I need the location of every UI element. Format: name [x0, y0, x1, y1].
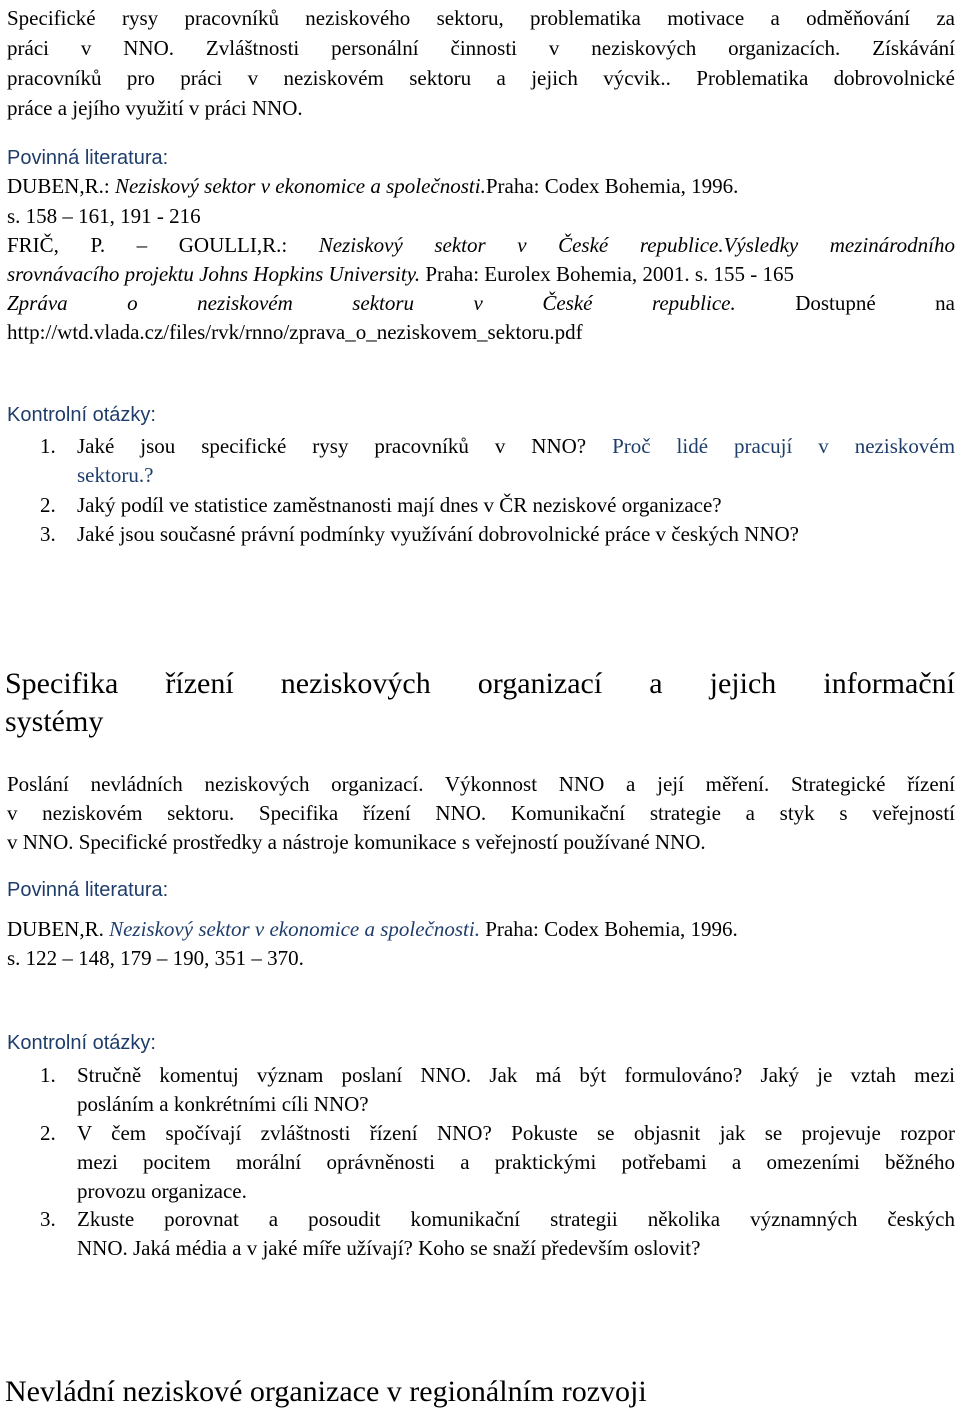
question-number: 2. — [40, 493, 56, 517]
question-part: Jaké jsou specifické rysy pracovníků v NNO? — [77, 434, 587, 458]
lit-title: Neziskový sektor v ekonomice a společnosti. — [103, 917, 480, 941]
section1-intro-line: Specifické rysy pracovníků neziskového sektoru, problematika motivace a odměňování za — [7, 6, 955, 30]
section2-title: Specifika řízení neziskových organizací a jejich informační — [5, 667, 955, 700]
question-text: Stručně komentuj význam poslaní NNO. Jak má být formulováno? Jaký je vztah mezi — [77, 1063, 955, 1087]
question-text: V čem spočívají zvláštnosti řízení NNO? Pokuste se objasnit jak se projevuje rozpor — [77, 1121, 955, 1145]
question-text — [77, 431, 955, 461]
section2-title: systémy — [5, 705, 104, 738]
lit-publisher: Praha: Codex Bohemia, 1996. — [479, 917, 738, 941]
lit-title: Neziskový sektor v České republice.Výsledky mezinárodního — [318, 233, 955, 257]
lit-availability: Dostupné na — [735, 291, 955, 315]
section1-questions-heading: Kontrolní otázky: — [7, 404, 156, 426]
question-text: NNO. Jaká média a v jaké míře užívají? Koho se snaží především oslovit? — [77, 1236, 701, 1260]
section1-literature-heading: Povinná literatura: — [7, 147, 169, 169]
question-text: Jaký podíl ve statistice zaměstnanosti mají dnes v ČR neziskové organizace? — [77, 493, 722, 517]
lit-publisher: Praha: Codex Bohemia, 1996. — [485, 174, 739, 198]
question-number: 3. — [40, 1207, 56, 1231]
question-text: Zkuste porovnat a posoudit komunikační strategii několika významných českých — [77, 1207, 955, 1231]
section1-literature-entry — [7, 259, 955, 289]
lit-author: DUBEN,R.: — [7, 174, 115, 198]
section2-intro-line: v NNO. Specifické prostředky a nástroje komunikace s veřejností používané NNO. — [7, 830, 706, 854]
section3-title: Nevládní neziskové organizace v regionálním rozvoji — [5, 1375, 647, 1408]
section2-literature-heading: Povinná literatura: — [7, 879, 169, 901]
lit-publisher: Praha: Eurolex Bohemia, 2001. s. 155 - 165 — [420, 262, 794, 286]
section1-literature-entry — [7, 171, 955, 201]
section1-literature-entry — [7, 230, 955, 260]
lit-title: srovnávacího projektu Johns Hopkins University. — [7, 262, 421, 286]
question-text: posláním a konkrétními cíli NNO? — [77, 1092, 369, 1116]
section1-intro-line: práci v NNO. Zvláštnosti personální činnosti v neziskových organizacích. Získávání — [7, 36, 955, 60]
section1-intro-line: práce a jejího využití v práci NNO. — [7, 96, 303, 120]
section1-literature-url: http://wtd.vlada.cz/files/rvk/rnno/zprava_o_neziskovem_sektoru.pdf — [7, 320, 583, 344]
section2-questions-heading: Kontrolní otázky: — [7, 1032, 156, 1054]
question-text: Jaké jsou současné právní podmínky využívání dobrovolnické práce v českých NNO? — [77, 522, 799, 546]
section1-literature-entry — [7, 288, 955, 318]
question-number: 2. — [40, 1121, 56, 1145]
question-part: Proč lidé pracují v neziskovém — [612, 434, 956, 458]
question-text: provozu organizace. — [77, 1179, 247, 1203]
section2-intro-line: v neziskovém sektoru. Specifika řízení NNO. Komunikační strategie a styk s veřejností — [7, 801, 955, 825]
section1-intro-line: pracovníků pro práci v neziskovém sektoru a jejich výcvik.. Problematika dobrovolnické — [7, 66, 955, 90]
question-text: mezi pocitem morální oprávněnosti a praktickými potřebami a omezeními běžného — [77, 1150, 955, 1174]
lit-title: Zpráva o neziskovém sektoru v České republice. — [7, 291, 736, 315]
question-text: sektoru.? — [77, 463, 154, 487]
lit-title: Neziskový sektor v ekonomice a společnosti. — [114, 174, 486, 198]
lit-author: FRIČ, P. – GOULLI,R.: — [7, 233, 319, 257]
section2-literature-pages: s. 122 – 148, 179 – 190, 351 – 370. — [7, 946, 304, 970]
question-number: 1. — [40, 434, 56, 458]
question-number: 3. — [40, 522, 56, 546]
question-number: 1. — [40, 1063, 56, 1087]
section1-literature-pages: s. 158 – 161, 191 - 216 — [7, 204, 201, 228]
section2-intro-line: Poslání nevládních neziskových organizací. Výkonnost NNO a její měření. Strategické řízení — [7, 772, 955, 796]
section2-literature-entry — [7, 914, 955, 944]
lit-author: DUBEN,R. — [7, 917, 104, 941]
